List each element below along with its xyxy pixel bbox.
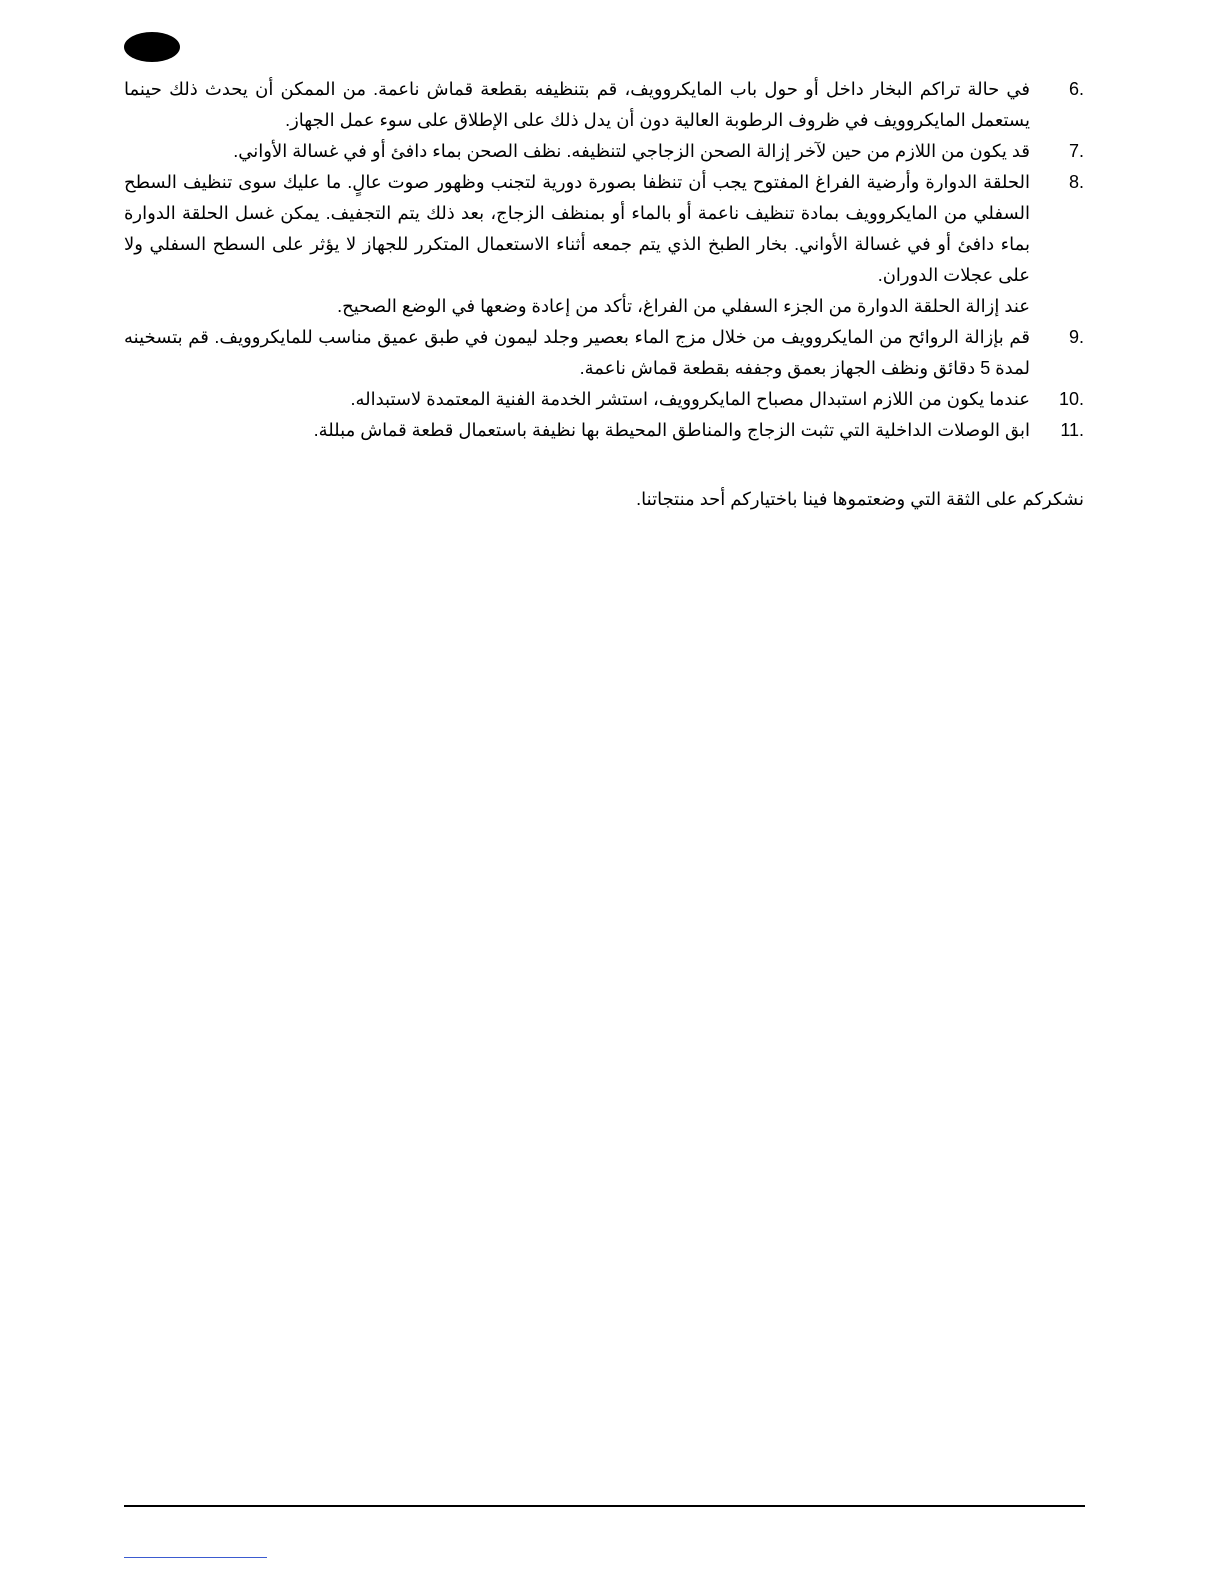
list-item-number: 7. (1068, 141, 1084, 161)
list-item-number: 9. (1068, 327, 1084, 347)
list-item (124, 415, 1084, 446)
list-item-text: في حالة تراكم البخار داخل أو حول باب المايكروويف، قم بتنظيفه بقطعة قماش ناعمة. من الممكن أن يحدث ذلك حينما يستعمل المايكروويف في ظروف الرطوبة العالية دون أن يدل ذلك على الإطلاق على سوء عمل الجهاز. (124, 79, 1030, 130)
footer-divider (124, 1505, 1085, 1507)
language-badge (124, 32, 180, 62)
cleaning-instructions-list (124, 74, 1084, 446)
list-item-text: قد يكون من اللازم من حين لآخر إزالة الصحن الزجاجي لتنظيفه. نظف الصحن بماء دافئ أو في غسالة الأواني. (233, 141, 1030, 161)
list-item-number: 10. (1058, 389, 1084, 409)
list-item-number: 11. (1060, 420, 1084, 440)
list-item (124, 167, 1084, 322)
list-item-note: عند إزالة الحلقة الدوارة من الجزء السفلي من الفراغ، تأكد من إعادة وضعها في الوضع الصحيح. (337, 296, 1030, 316)
list-item-text: ابق الوصلات الداخلية التي تثبت الزجاج والمناطق المحيطة بها نظيفة باستعمال قطعة قماش مبللة. (313, 420, 1030, 440)
list-item-text: قم بإزالة الروائح من المايكروويف من خلال مزج الماء بعصير وجلد ليمون في طبق عميق مناسب للمايكروويف. قم بتسخينه لمدة 5 دقائق ونظف الجهاز بعمق وجففه بقطعة قماش ناعمة. (124, 327, 1030, 378)
list-item-body (124, 322, 1044, 384)
list-item-text: الحلقة الدوارة وأرضية الفراغ المفتوح يجب أن تنظفا بصورة دورية لتجنب وظهور صوت عالٍ. ما عليك سوى تنظيف السطح السفلي من المايكروويف بمادة تنظيف ناعمة أو بالماء أو بمنظف الزجاج، بعد ذلك يتم التجفيف. يمكن غسل الحلقة الدوارة بماء دافئ أو في غسالة الأواني. بخار الطبخ الذي يتم جمعه أثناء الاستعمال المتكرر للجهاز لا يؤثر على السطح السفلي ولا على عجلات الدوران. (124, 172, 1030, 285)
footer-link-underline (124, 1557, 267, 1558)
list-item (124, 322, 1084, 384)
list-item-body (124, 136, 1044, 167)
list-item-body (124, 167, 1044, 322)
list-item-text: عندما يكون من اللازم استبدال مصباح المايكروويف، استشر الخدمة الفنية المعتمدة لاستبداله. (350, 389, 1030, 409)
list-item-number: 8. (1068, 172, 1084, 192)
list-item-body (124, 415, 1044, 446)
list-item-body (124, 384, 1044, 415)
list-item-body (124, 74, 1044, 136)
closing-thanks: نشكركم على الثقة التي وضعتموها فينا باختياركم أحد منتجاتنا. (636, 489, 1084, 509)
list-item-number: 6. (1068, 79, 1084, 99)
list-item (124, 136, 1084, 167)
list-item (124, 74, 1084, 136)
list-item (124, 384, 1084, 415)
